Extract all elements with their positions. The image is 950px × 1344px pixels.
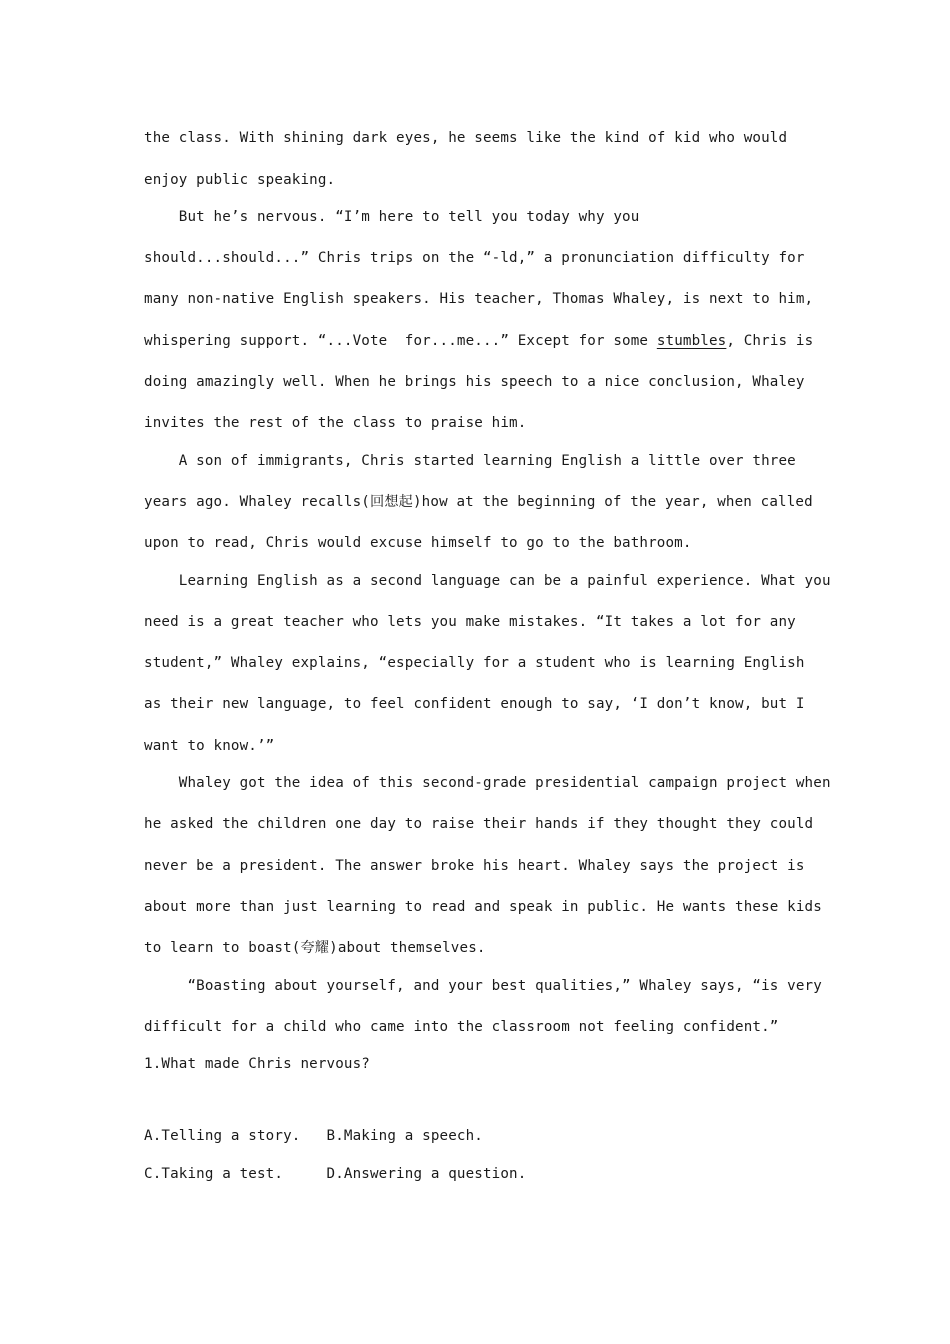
question-options-row-1: A.Telling a story. B.Making a speech. [144,1128,483,1144]
passage-line: never be a president. The answer broke his heart. Whaley says the project is [144,858,805,874]
passage-line: as their new language, to feel confident enough to say, ‘I don’t know, but I [144,696,805,712]
passage-line: years ago. Whaley recalls(回想起)how at the beginning of the year, when called [144,494,813,510]
passage-line: the class. With shining dark eyes, he seems like the kind of kid who would [144,130,788,146]
passage-line: A son of immigrants, Chris started learning English a little over three [144,453,796,469]
passage-line: Whaley got the idea of this second-grade presidential campaign project when [144,775,831,791]
passage-line: he asked the children one day to raise their hands if they thought they could [144,816,814,832]
passage-line: difficult for a child who came into the classroom not feeling confident.” [144,1019,779,1035]
passage-line: Learning English as a second language can be a painful experience. What you [144,573,831,589]
underlined-word: stumbles [656,333,727,349]
passage-line: need is a great teacher who lets you make mistakes. “It takes a lot for any [144,614,796,630]
passage-line-head: whispering support. “...Vote for...me...” Except for some [144,333,657,349]
passage-line: about more than just learning to read and speak in public. He wants these kids [144,899,822,915]
passage-line: But he’s nervous. “I’m here to tell you today why you [144,209,640,225]
passage-line: want to know.’” [144,738,275,754]
passage-line: “Boasting about yourself, and your best qualities,” Whaley says, “is very [144,978,822,994]
passage-line: should...should...” Chris trips on the “-ld,” a pronunciation difficulty for [144,250,805,266]
passage-line: student,” Whaley explains, “especially for a student who is learning English [144,655,805,671]
passage-line: upon to read, Chris would excuse himself to go to the bathroom. [144,535,692,551]
passage-line [144,331,813,351]
passage-line: doing amazingly well. When he brings his speech to a nice conclusion, Whaley [144,374,805,390]
passage-line: many non-native English speakers. His teacher, Thomas Whaley, is next to him, [144,291,814,307]
question-options-row-2: C.Taking a test. D.Answering a question. [144,1166,527,1182]
passage-line-tail: , Chris is [726,333,814,349]
passage-line: invites the rest of the class to praise him. [144,415,527,431]
question-stem: 1.What made Chris nervous? [144,1056,370,1072]
passage-line: to learn to boast(夸耀)about themselves. [144,940,486,956]
passage-line: enjoy public speaking. [144,172,336,188]
